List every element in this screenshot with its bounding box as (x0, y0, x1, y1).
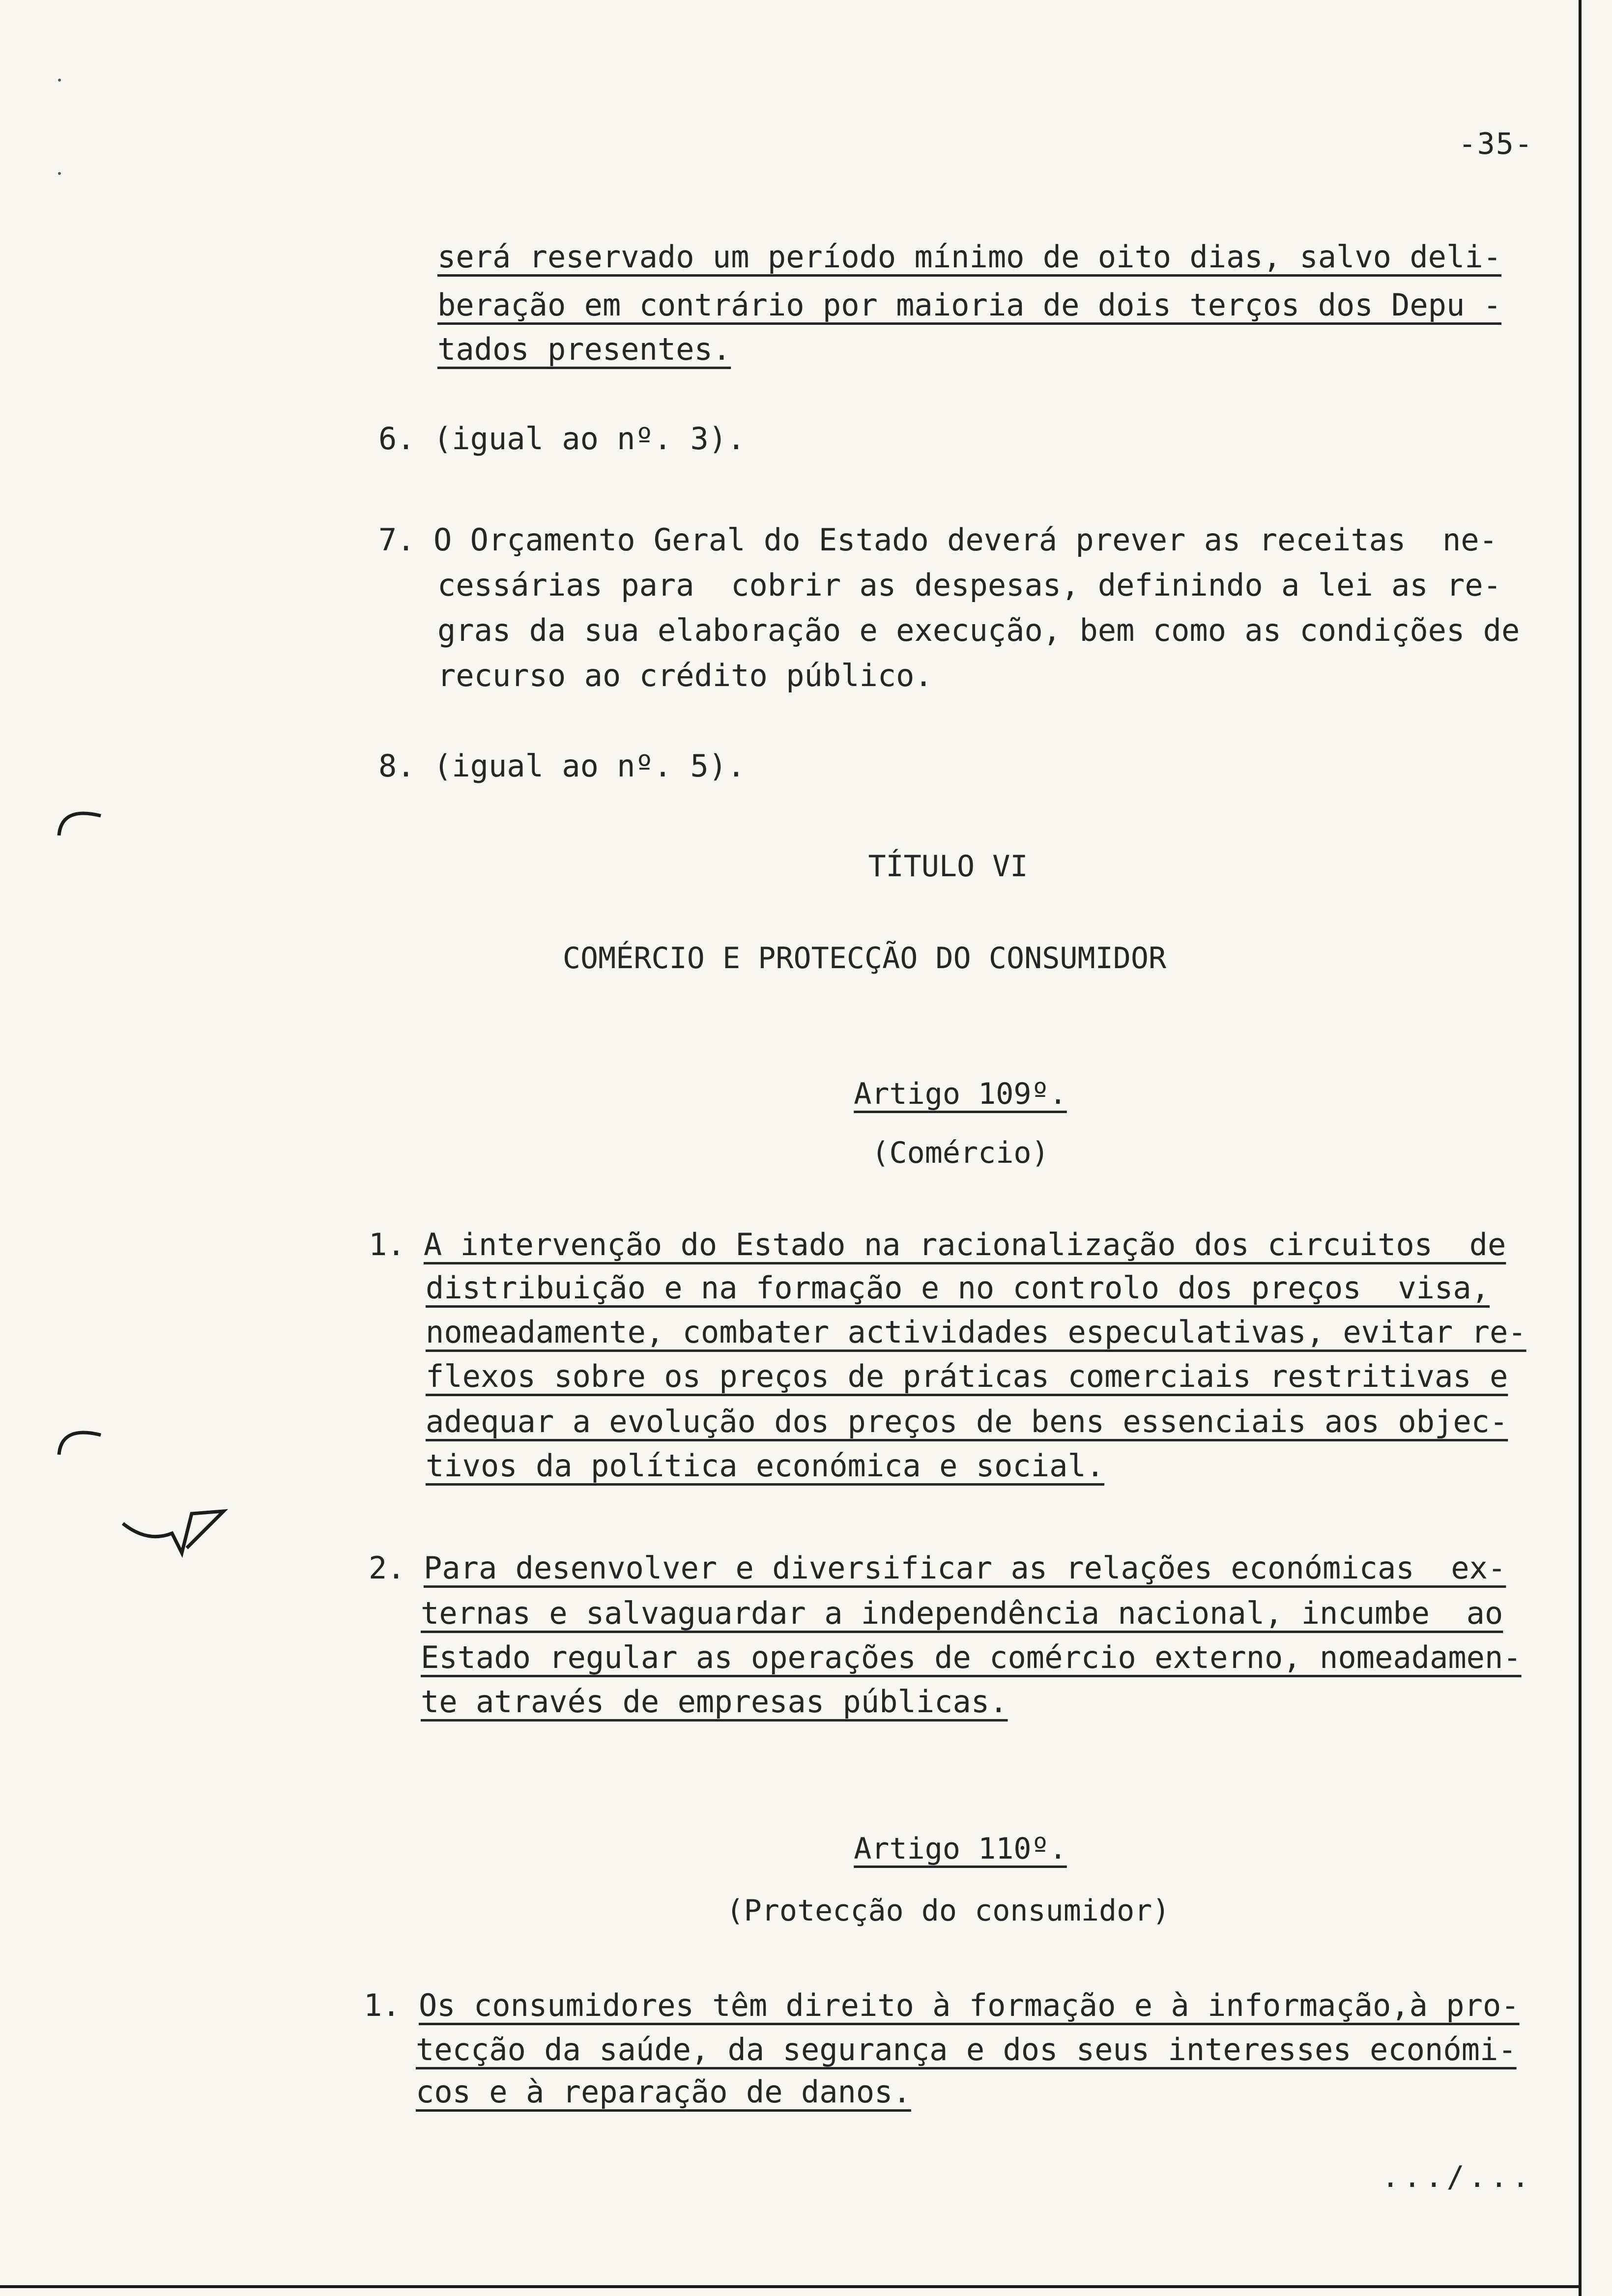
article-paragraph-line: tecção da saúde, da segurança e dos seus interesses económi- (416, 2032, 1517, 2067)
page-edge-bottom (0, 2285, 1582, 2288)
list-item-8: 8. (igual ao nº. 5). (378, 748, 746, 784)
body-line: tados presentes. (437, 331, 731, 367)
article-paragraph-line: ternas e salvaguardar a independência nacional, incumbe ao (421, 1595, 1503, 1631)
list-item-7-line: recurso ao crédito público. (437, 658, 933, 693)
article-subheading: (Protecção do consumidor) (726, 1894, 1170, 1928)
article-paragraph-line (369, 1227, 1506, 1263)
margin-bracket-mark (49, 796, 108, 840)
article-paragraph-line: tivos da política económica e social. (426, 1448, 1105, 1484)
article-paragraph-line: adequar a evolução dos preços de bens essenciais aos objec- (426, 1404, 1508, 1439)
article-paragraph-line: te através de empresas públicas. (421, 1684, 1008, 1720)
paragraph-text: Os consumidores têm direito à formação e à informação,à pro- (418, 1987, 1520, 2023)
article-subheading: (Comércio) (871, 1136, 1049, 1170)
list-item-7-line: 7. O Orçamento Geral do Estado deverá prever as receitas ne- (378, 522, 1497, 558)
article-paragraph-line: flexos sobre os preços de práticas comerciais restritivas e (426, 1358, 1508, 1394)
page-number: -35- (1458, 127, 1533, 161)
article-paragraph-line: Estado regular as operações de comércio externo, nomeadamen- (421, 1639, 1522, 1675)
paragraph-number: 1. (364, 1987, 419, 2023)
article-paragraph-line: distribuição e na formação e no controlo dos preços visa, (426, 1270, 1490, 1306)
article-heading: Artigo 109º. (854, 1077, 1067, 1111)
continuation-marker: .../... (1382, 2160, 1533, 2194)
paragraph-number: 1. (369, 1227, 424, 1263)
list-item-7-line: cessárias para cobrir as despesas, definindo a lei as re- (437, 567, 1501, 603)
margin-speck (58, 79, 61, 82)
margin-speck (58, 172, 61, 175)
article-paragraph-line (369, 1550, 1506, 1586)
article-heading: Artigo 110º. (854, 1832, 1067, 1866)
section-subtitle: COMÉRCIO E PROTECÇÃO DO CONSUMIDOR (562, 941, 1167, 976)
list-item-6: 6. (igual ao nº. 3). (378, 421, 746, 457)
body-line: beração em contrário por maioria de dois terços dos Depu - (437, 287, 1501, 323)
article-paragraph-line: nomeadamente, combater actividades especulativas, evitar re- (426, 1314, 1526, 1350)
list-item-7-line: gras da sua elaboração e execução, bem como as condições de (437, 612, 1520, 648)
section-title: TÍTULO VI (868, 849, 1028, 884)
body-line: será reservado um período mínimo de oito dias, salvo deli- (437, 239, 1501, 275)
article-paragraph-line (364, 1987, 1520, 2023)
paragraph-text: Para desenvolver e diversificar as relações económicas ex- (423, 1550, 1506, 1586)
paragraph-number: 2. (369, 1550, 424, 1586)
margin-bracket-mark (49, 1415, 108, 1460)
paragraph-text: A intervenção do Estado na racionalização dos circuitos de (423, 1227, 1506, 1263)
article-paragraph-line: cos e à reparação de danos. (416, 2074, 911, 2110)
margin-check-mark (118, 1494, 231, 1563)
